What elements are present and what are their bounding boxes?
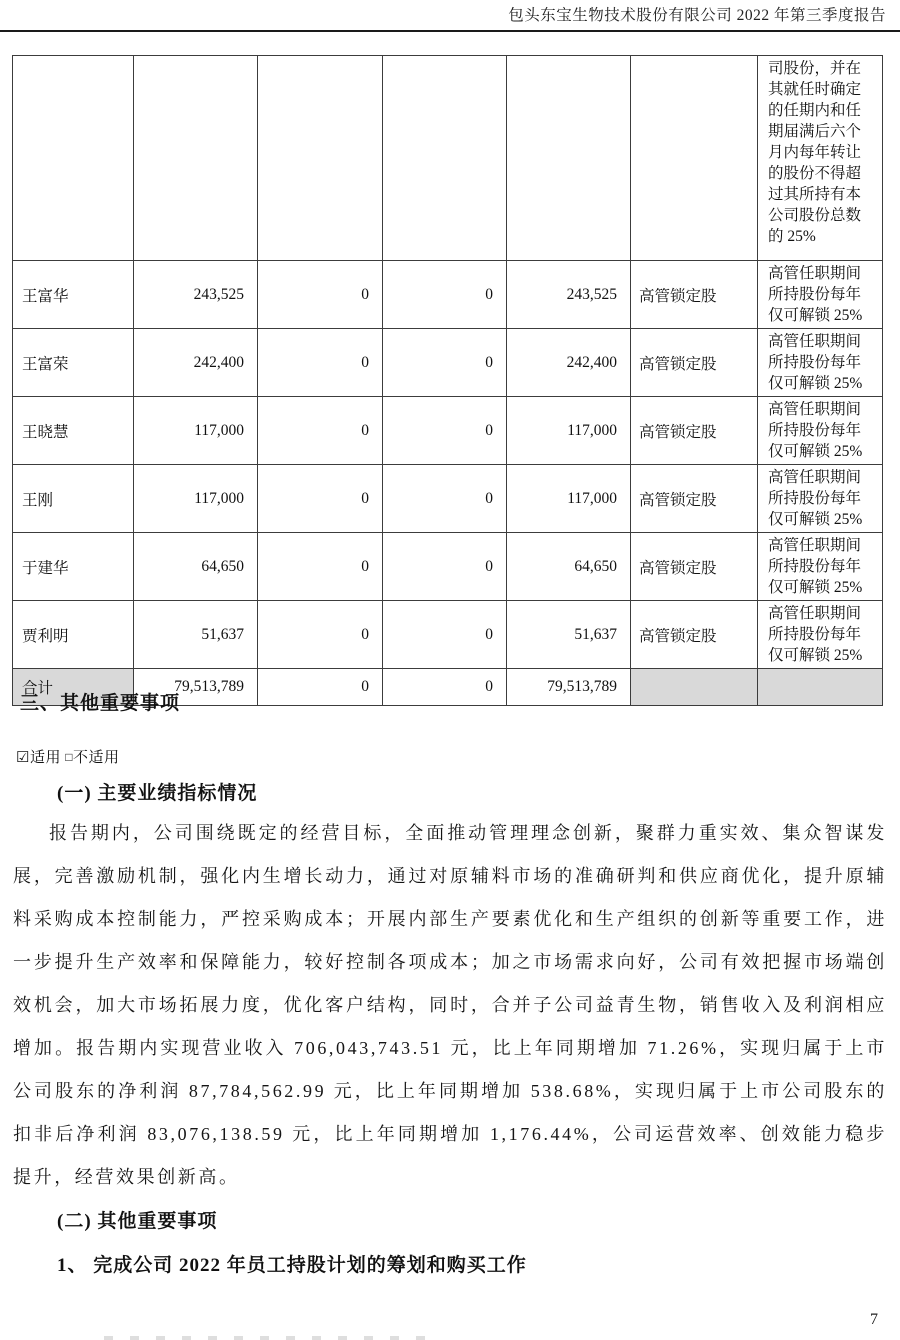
section-heading-other-important-matters: 三、其他重要事项 [20,693,181,714]
table-row [13,397,883,465]
shares-added-cell: 0 [383,669,507,706]
lock-reason-cell: 高管锁定股 [631,261,758,329]
shares-added-cell: 0 [383,397,507,465]
shares-released-cell [258,56,383,261]
lock-reason-cell: 高管锁定股 [631,465,758,533]
shares-added-cell: 0 [383,329,507,397]
lock-note-cell: 高管任职期间所持股份每年仅可解锁 25% [758,329,883,397]
lock-reason-cell: 高管锁定股 [631,329,758,397]
shares-end-cell: 117,000 [507,465,631,533]
shares-added-cell: 0 [383,601,507,669]
shares-added-cell: 0 [383,533,507,601]
shares-released-cell: 0 [258,329,383,397]
shares-end-cell [507,56,631,261]
shares-begin-cell [134,56,258,261]
shares-end-cell: 51,637 [507,601,631,669]
lock-reason-cell [631,669,758,706]
shares-begin-cell: 117,000 [134,465,258,533]
shares-begin-cell: 79,513,789 [134,669,258,706]
lock-note-cell [758,669,883,706]
lock-reason-cell [631,56,758,261]
subsection-heading-other-matters: (二) 其他重要事项 [57,1211,218,1232]
checked-checkbox-icon: ☑ [16,750,30,766]
table-row-continuation [13,56,883,261]
lock-note-cell: 高管任职期间所持股份每年仅可解锁 25% [758,465,883,533]
not-applicable-label: 不适用 [72,750,120,766]
shares-added-cell: 0 [383,261,507,329]
shares-released-cell: 0 [258,465,383,533]
lock-note-cell: 高管任职期间所持股份每年仅可解锁 25% [758,601,883,669]
subsection-heading-key-performance: (一) 主要业绩指标情况 [57,783,258,804]
table-row [13,465,883,533]
shares-released-cell: 0 [258,397,383,465]
lock-reason-cell: 高管锁定股 [631,397,758,465]
shares-released-cell: 0 [258,261,383,329]
holder-name-cell: 王刚 [13,465,134,533]
shares-released-cell: 0 [258,533,383,601]
lock-reason-cell: 高管锁定股 [631,601,758,669]
lock-note-cell: 高管任职期间所持股份每年仅可解锁 25% [758,261,883,329]
applicable-line [16,746,119,767]
shares-end-cell: 243,525 [507,261,631,329]
shares-end-cell: 242,400 [507,329,631,397]
lock-reason-cell: 高管锁定股 [631,533,758,601]
table-row [13,329,883,397]
shares-released-cell: 0 [258,601,383,669]
shares-begin-cell: 242,400 [134,329,258,397]
holder-name-cell [13,56,134,261]
table-row [13,261,883,329]
holder-name-cell: 王富华 [13,261,134,329]
shares-begin-cell: 51,637 [134,601,258,669]
table-row [13,533,883,601]
lock-note-cell: 司股份，并在其就任时确定的任期内和任期届满后六个月内每年转让的股份不得超过其所持有本公司股份总数的 25% [758,56,883,261]
holder-name-cell: 于建华 [13,533,134,601]
lock-note-cell: 高管任职期间所持股份每年仅可解锁 25% [758,397,883,465]
page-number: 7 [870,1311,878,1328]
performance-paragraph: 报告期内，公司围绕既定的经营目标，全面推动管理理念创新，聚群力重实效、集众智谋发展，完善激励机制，强化内生增长动力，通过对原辅料市场的准确研判和供应商优化，提升原辅料采购成本控制能力，严控采购成本；开展内部生产要素优化和生产组织的创新等重要工作，进一步提升生产效率和保障能力，较好控制各项成本；加之市场需求向好，公司有效把握市场端创效机会，加大市场拓展力度，优化客户结构，同时，合并子公司益青生物，销售收入及利润相应增加。报告期内实现营业收入 706,043,743.51 元，比上年同期增加 71.26%，实现归属于上市公司股东的净利润 87,784,562.99 元，比上年同期增加 538.68%，实现归属于上市公司股东的扣非后净利润 83,076,138.59 元，比上年同期增加 1,176.44%，公司运营效率、创效能力稳步提升，经营效果创新高。 [13,823,887,1187]
shares-end-cell: 117,000 [507,397,631,465]
unchecked-checkbox-icon: □ [65,750,73,764]
shares-added-cell [383,56,507,261]
page-bottom-cutoff-text [104,1336,440,1340]
shares-begin-cell: 243,525 [134,261,258,329]
shares-end-cell: 64,650 [507,533,631,601]
shares-released-cell: 0 [258,669,383,706]
holder-name-cell: 贾利明 [13,601,134,669]
holder-name-cell: 王富荣 [13,329,134,397]
applicable-label: 适用 [29,750,61,766]
total-label-cell: 合计 [13,669,134,706]
shares-begin-cell: 117,000 [134,397,258,465]
shares-begin-cell: 64,650 [134,533,258,601]
table-row [13,601,883,669]
page-header-title: 包头东宝生物技术股份有限公司 2022 年第三季度报告 [508,7,886,24]
item-heading-esop-plan: 1、 完成公司 2022 年员工持股计划的筹划和购买工作 [57,1255,527,1276]
shares-end-cell: 79,513,789 [507,669,631,706]
holder-name-cell: 王晓慧 [13,397,134,465]
lock-note-cell: 高管任职期间所持股份每年仅可解锁 25% [758,533,883,601]
locked-shares-table [12,55,883,706]
shares-added-cell: 0 [383,465,507,533]
header-rule [0,30,900,32]
